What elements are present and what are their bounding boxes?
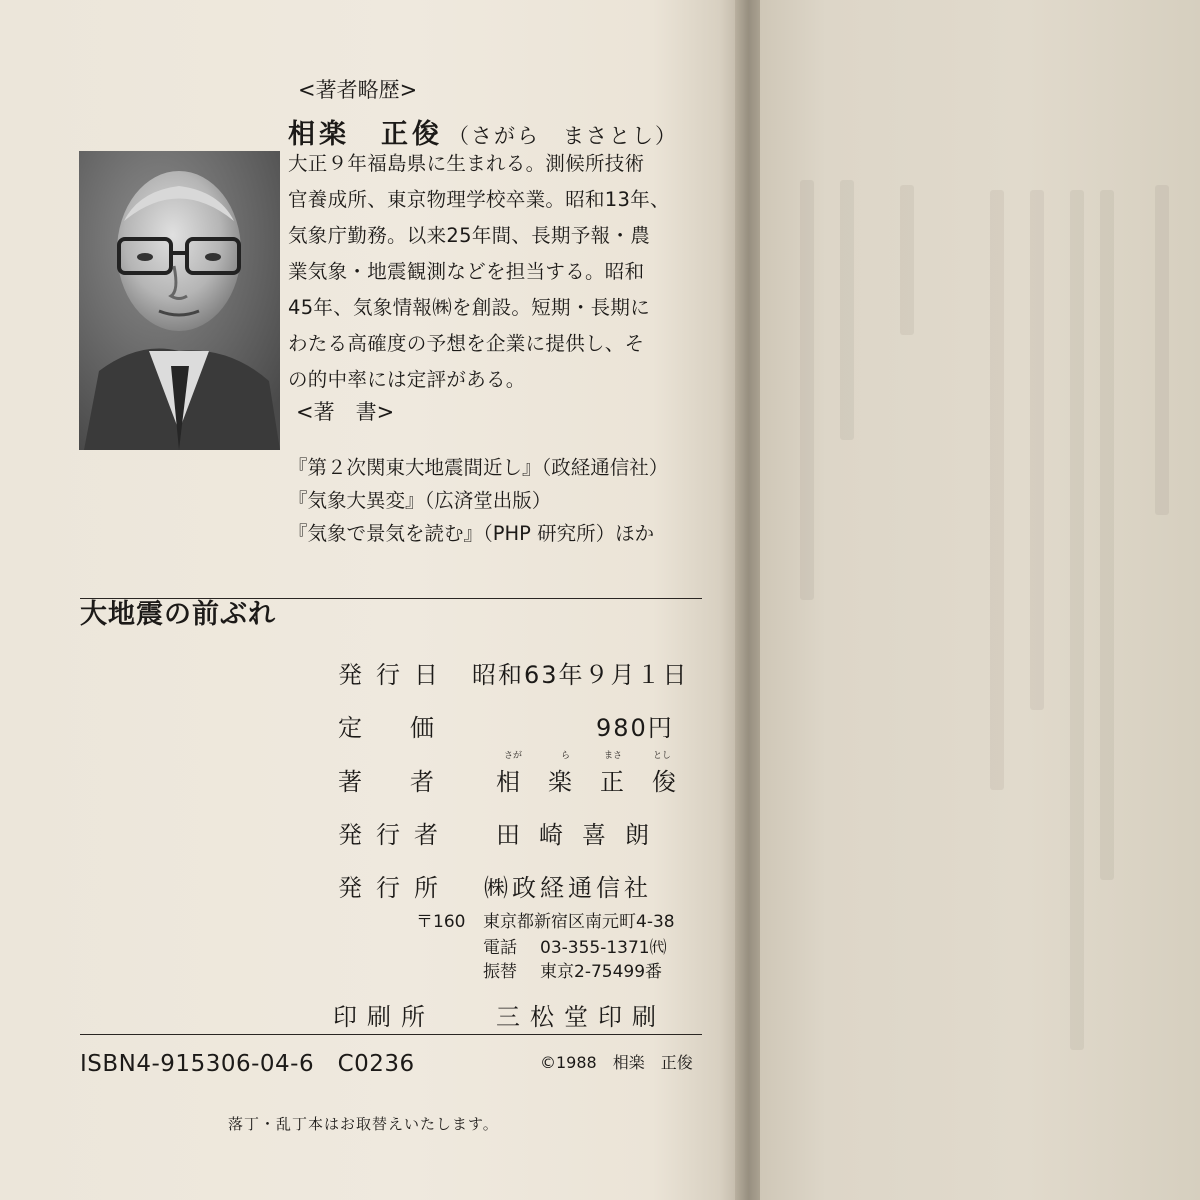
transfer: 東京2-75499番 xyxy=(540,962,663,982)
show-through-text xyxy=(840,180,854,440)
bio-line: 業気象・地震観測などを担当する。昭和 xyxy=(288,260,645,283)
author-label: 著者 xyxy=(338,768,482,796)
author-name: 相楽 正俊 xyxy=(288,119,443,150)
works-item: 『気象で景気を読む』（PHP 研究所）ほか xyxy=(288,522,655,545)
publication-date-label: 発行日 xyxy=(338,661,452,689)
bio-line: の的中率には定評がある。 xyxy=(288,368,526,391)
printer-label: 印刷所 xyxy=(333,1003,435,1031)
publisher: ㈱政経通信社 xyxy=(484,874,652,902)
works-item: 『気象大異変』（広済堂出版） xyxy=(288,489,552,512)
author-ruby: まさ xyxy=(604,751,623,761)
bottom-rule xyxy=(80,1034,702,1035)
show-through-text xyxy=(800,180,814,600)
publisher-label: 発行所 xyxy=(338,874,452,902)
author-char: 相 xyxy=(496,768,522,796)
bio-line: わたる高確度の予想を企業に提供し、そ xyxy=(288,332,645,355)
copyright: ©1988 相楽 正俊 xyxy=(540,1053,693,1072)
works-heading: <著 書> xyxy=(296,400,395,424)
bio-line: 官養成所、東京物理学校卒業。昭和13年、 xyxy=(288,188,670,211)
profile-heading: <著者略歴> xyxy=(298,78,418,102)
right-page xyxy=(760,0,1200,1200)
price: 980円 xyxy=(596,714,674,742)
transfer-label: 振替 xyxy=(483,962,517,982)
phone-label: 電話 xyxy=(483,938,517,958)
show-through-text xyxy=(1100,190,1114,880)
show-through-text xyxy=(1070,190,1084,1050)
show-through-text xyxy=(1030,190,1044,710)
price-label: 定価 xyxy=(338,714,482,742)
publisher-person: 田崎喜朗 xyxy=(496,821,668,849)
author-char: 楽 xyxy=(548,768,574,796)
author-photo xyxy=(79,151,280,450)
author-reading: （さがら まさとし） xyxy=(448,124,678,148)
show-through-text xyxy=(990,190,1004,790)
bio-line: 気象庁勤務。以来25年間、長期予報・農 xyxy=(288,224,651,247)
show-through-text xyxy=(900,185,914,335)
author-ruby: とし xyxy=(653,751,672,761)
isbn: ISBN4-915306-04-6 C0236 xyxy=(80,1051,415,1077)
replacement-note: 落丁・乱丁本はお取替えいたします。 xyxy=(228,1115,499,1133)
bio-line: 45年、気象情報㈱を創設。短期・長期に xyxy=(288,296,651,319)
address: 東京都新宿区南元町4-38 xyxy=(483,912,675,932)
show-through-text xyxy=(1155,185,1169,515)
author-char: 俊 xyxy=(652,768,678,796)
works-item: 『第２次関東大地震間近し』（政経通信社） xyxy=(288,456,669,479)
publisher-person-label: 発行者 xyxy=(338,821,452,849)
author-ruby: さが xyxy=(504,751,523,761)
printer: 三松堂印刷 xyxy=(496,1003,666,1031)
author-char: 正 xyxy=(600,768,626,796)
postal-code: 〒160 xyxy=(416,912,466,932)
publication-date: 昭和63年９月１日 xyxy=(472,661,689,689)
author-ruby: ら xyxy=(561,751,571,761)
book-title: 大地震の前ぶれ xyxy=(80,599,276,630)
bio-line: 大正９年福島県に生まれる。測候所技術 xyxy=(288,152,645,175)
phone: 03-355-1371㈹ xyxy=(540,938,667,958)
